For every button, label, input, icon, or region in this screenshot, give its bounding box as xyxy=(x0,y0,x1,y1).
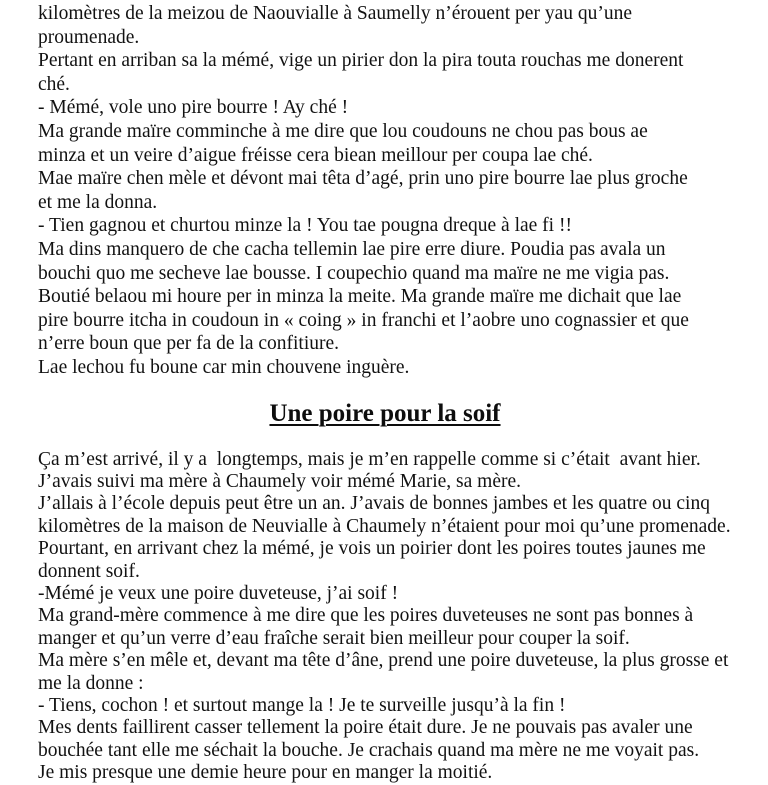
text-line: Lae lechou fu boune car min chouvene inguère. xyxy=(38,356,410,378)
text-line: bouchi quo me secheve lae bousse. I coupechio quand ma maïre ne me vigia pas. xyxy=(38,262,670,284)
text-line: Boutié belaou mi houre per in minza la meite. Ma grande maïre me dichait que lae xyxy=(38,286,682,308)
text-line: J’avais suivi ma mère à Chaumely voir mémé Marie, sa mère. xyxy=(38,470,522,492)
text-line: - Mémé, vole uno pire bourre ! Ay ché ! xyxy=(38,97,349,119)
text-line: - Tiens, cochon ! et surtout mange la ! Je te surveille jusqu’à la fin ! xyxy=(38,694,566,716)
text-line: Ça m’est arrivé, il y a longtemps, mais je m’en rappelle comme si c’était avant hier. xyxy=(38,448,701,470)
text-line: donnent soif. xyxy=(38,560,140,582)
text-line: Pourtant, en arrivant chez la mémé, je vois un poirier dont les poires toutes jaunes me xyxy=(38,538,706,560)
text-line: Ma dins manquero de che cacha tellemin lae pire erre diure. Poudia pas avala un xyxy=(38,238,666,260)
text-line: n’erre boun que per fa de la confitiure. xyxy=(38,333,340,355)
text-line: minza et un veire d’aigue fréisse cera biean meillour per coupa lae ché. xyxy=(38,144,593,166)
text-line: Ma mère s’en mêle et, devant ma tête d’âne, prend une poire duveteuse, la plus grosse et xyxy=(38,650,729,672)
occitan-text-block xyxy=(38,2,732,380)
text-line: proumenade. xyxy=(38,26,140,48)
text-line: J’allais à l’école depuis peut être un an. J’avais de bonnes jambes et les quatre ou cinq xyxy=(38,493,710,515)
text-line: Ma grand-mère commence à me dire que les poires duveteuses ne sont pas bonnes à xyxy=(38,605,694,627)
text-line: manger et qu’un verre d’eau fraîche serait bien meilleur pour couper la soif. xyxy=(38,627,630,649)
text-line: et me la donna. xyxy=(38,191,158,213)
text-line: - Tien gagnou et churtou minze la ! You tae pougna dreque à lae fi !! xyxy=(38,215,572,237)
text-line: Je mis presque une demie heure pour en manger la moitié. xyxy=(38,762,493,784)
text-line: kilomètres de la meizou de Naouvialle à Saumelly n’érouent per yau qu’une xyxy=(38,3,632,24)
story-title: Une poire pour la soif xyxy=(269,399,501,427)
text-line: Mae maïre chen mèle et dévont mai têta d’agé, prin uno pire bourre lae plus groche xyxy=(38,168,688,190)
text-line: pire bourre itcha in coudoun in « coing » in franchi et l’aobre uno cognassier et que xyxy=(38,309,689,331)
text-line: bouchée tant elle me séchait la bouche. Je crachais quand ma mère ne me voyait pas. xyxy=(38,739,700,761)
text-line: ché. xyxy=(38,73,70,95)
text-line: Pertant en arriban sa la mémé, vige un pirier don la pira touta rouchas me donerent xyxy=(38,50,684,72)
text-line: -Mémé je veux une poire duveteuse, j’ai soif ! xyxy=(38,582,399,604)
text-line: Mes dents faillirent casser tellement la poire était dure. Je ne pouvais pas avaler une xyxy=(38,717,693,739)
text-line: me la donne : xyxy=(38,672,144,694)
text-line: Ma grande maïre comminche à me dire que lou coudouns ne chou pas bous ae xyxy=(38,120,648,142)
french-text-block xyxy=(38,449,732,785)
text-line: kilomètres de la maison de Neuvialle à Chaumely n’étaient pour moi qu’une promenade. xyxy=(38,515,731,537)
